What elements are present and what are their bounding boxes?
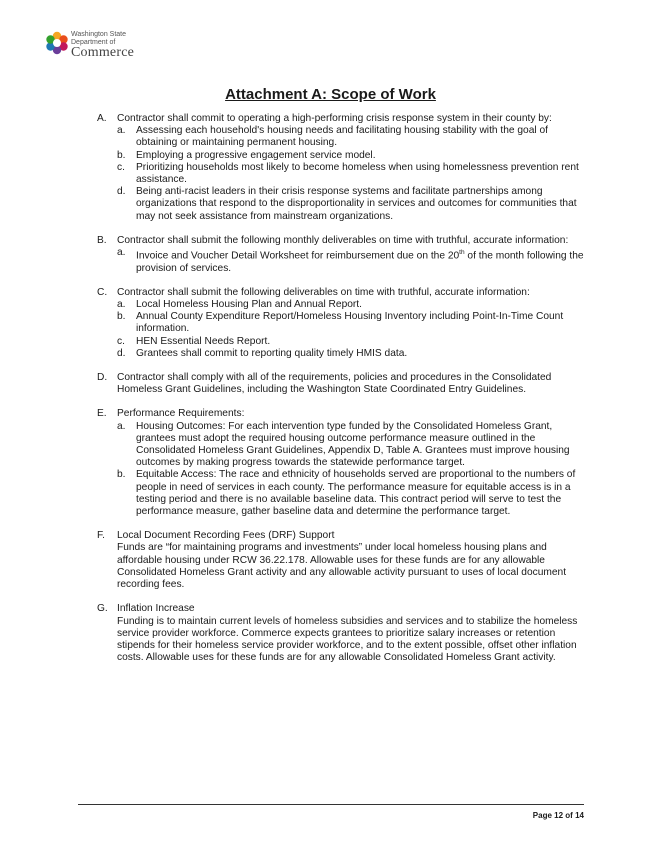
footer-divider	[78, 804, 584, 805]
item-label: a.	[117, 420, 126, 432]
section-body: Funds are “for maintaining programs and investments” under local homeless housing plans and affordable housing under RCW 36.22.178. Allowable uses for these funds are for any allowable Consolidated Homeless Grant activity and any allowable activity pursuant to uses of local document recording fees.	[117, 542, 567, 591]
section-f	[97, 530, 591, 591]
page-current: 12	[554, 811, 564, 820]
section-heading: Local Document Recording Fees (DRF) Support	[117, 530, 335, 542]
item-text: Equitable Access: The race and ethnicity of households served are proportional to the numbers of people in need of services in each county. The performance measure for equitable access is in a testing period and there is no available baseline data. This contract period will serve to test the performance measure, gather baseline data and determine the performance target.	[136, 469, 576, 518]
item-text	[136, 247, 591, 275]
section-text: Contractor shall comply with all of the requirements, policies and procedures in the Consolidated Homeless Grant Guidelines, including the Washington State Coordinated Entry Guidelines.	[117, 372, 552, 396]
list-item	[117, 421, 591, 470]
item-label: c.	[117, 335, 125, 347]
item-text-before: Invoice and Voucher Detail Worksheet for reimbursement due on the 20	[136, 250, 460, 262]
section-heading: Inflation Increase	[117, 603, 195, 615]
section-d	[97, 372, 591, 396]
list-item	[117, 469, 591, 518]
page-of-label: of	[565, 811, 573, 820]
item-text: Assessing each household's housing needs and facilitating housing stability with the goal of obtaining or maintaining permanent housing.	[136, 125, 548, 149]
commerce-logo	[44, 30, 154, 64]
item-text: Employing a progressive engagement service model.	[136, 149, 376, 161]
logo-line-1: Washington State	[71, 31, 126, 38]
list-item	[117, 299, 591, 311]
section-label: F.	[97, 530, 105, 542]
page-total: 14	[575, 811, 584, 820]
item-text: Housing Outcomes: For each intervention type funded by the Consolidated Homeless Grant, grantees must adopt the required housing outcome performance measure outlined in the Consolidated Homeless Grant Guidelines, Appendix D, Table A. Grantees must improve housing outcomes by making progress towards the statewide performance target.	[136, 420, 570, 469]
item-label: a.	[117, 125, 126, 137]
item-text: Being anti-racist leaders in their crisis response systems and facilitate partnerships among organizations that respond to the disproportionality in services and outcomes for communities that may not seek assistance from mainstream organizations.	[136, 186, 577, 222]
section-text: Contractor shall commit to operating a high-performing crisis response system in their county by:	[117, 113, 552, 124]
item-label: a.	[117, 299, 126, 311]
page-label: Page	[532, 811, 552, 820]
item-label: b.	[117, 311, 126, 323]
section-label: D.	[97, 372, 108, 384]
section-b	[97, 235, 591, 275]
item-label: d.	[117, 347, 126, 359]
list-item	[117, 348, 591, 360]
section-label: B.	[97, 234, 107, 246]
item-label: a.	[117, 247, 126, 259]
page-number	[533, 811, 584, 820]
list-item	[117, 311, 591, 335]
item-text-after: of the month following the provision of services.	[136, 250, 584, 274]
section-a	[97, 113, 591, 223]
section-c	[97, 287, 591, 360]
list-item	[117, 150, 591, 162]
section-e	[97, 408, 591, 518]
section-text: Contractor shall submit the following monthly deliverables on time with truthful, accurate information:	[117, 234, 569, 246]
item-text: Local Homeless Housing Plan and Annual Report.	[136, 299, 362, 311]
logo-line-3: Commerce	[71, 45, 135, 60]
item-label: b.	[117, 149, 126, 161]
section-label: C.	[97, 286, 108, 298]
item-text: Grantees shall commit to reporting quality timely HMIS data.	[136, 347, 408, 359]
item-label: c.	[117, 161, 125, 173]
list-item	[117, 336, 591, 348]
section-g	[97, 603, 591, 664]
list-item	[117, 186, 591, 223]
list-item	[117, 125, 591, 149]
item-text: Annual County Expenditure Report/Homeless Housing Inventory including Point-In-Time Count information.	[136, 311, 564, 335]
section-label: A.	[97, 113, 107, 124]
section-label: G.	[97, 603, 108, 615]
list-item	[117, 247, 591, 275]
section-label: E.	[97, 408, 107, 420]
commerce-logo-icon	[44, 30, 70, 56]
logo-line-2: Department of	[71, 39, 116, 46]
item-label: b.	[117, 469, 126, 481]
item-text: Prioritizing households most likely to become homeless when using homelessness prevention rent assistance.	[136, 161, 579, 186]
page-title: Attachment A: Scope of Work	[225, 86, 436, 103]
item-label: d.	[117, 186, 126, 198]
section-body: Funding is to maintain current levels of homeless subsidies and services and to stabilize the homeless service provider workforce. Commerce expects grantees to prioritize salary increases or retention stipends for their homeless service provider workforce, and to the extent possible, offset other inflation costs. Allowable uses for these funds are for any allowable Consolidated Homeless Grant activity.	[117, 615, 578, 664]
section-text: Performance Requirements:	[117, 408, 245, 420]
section-text: Contractor shall submit the following deliverables on time with truthful, accurate information:	[117, 286, 530, 298]
scope-of-work-body	[97, 113, 591, 676]
item-text: HEN Essential Needs Report.	[136, 335, 271, 347]
ordinal-suffix: th	[459, 249, 465, 257]
list-item	[117, 162, 591, 186]
